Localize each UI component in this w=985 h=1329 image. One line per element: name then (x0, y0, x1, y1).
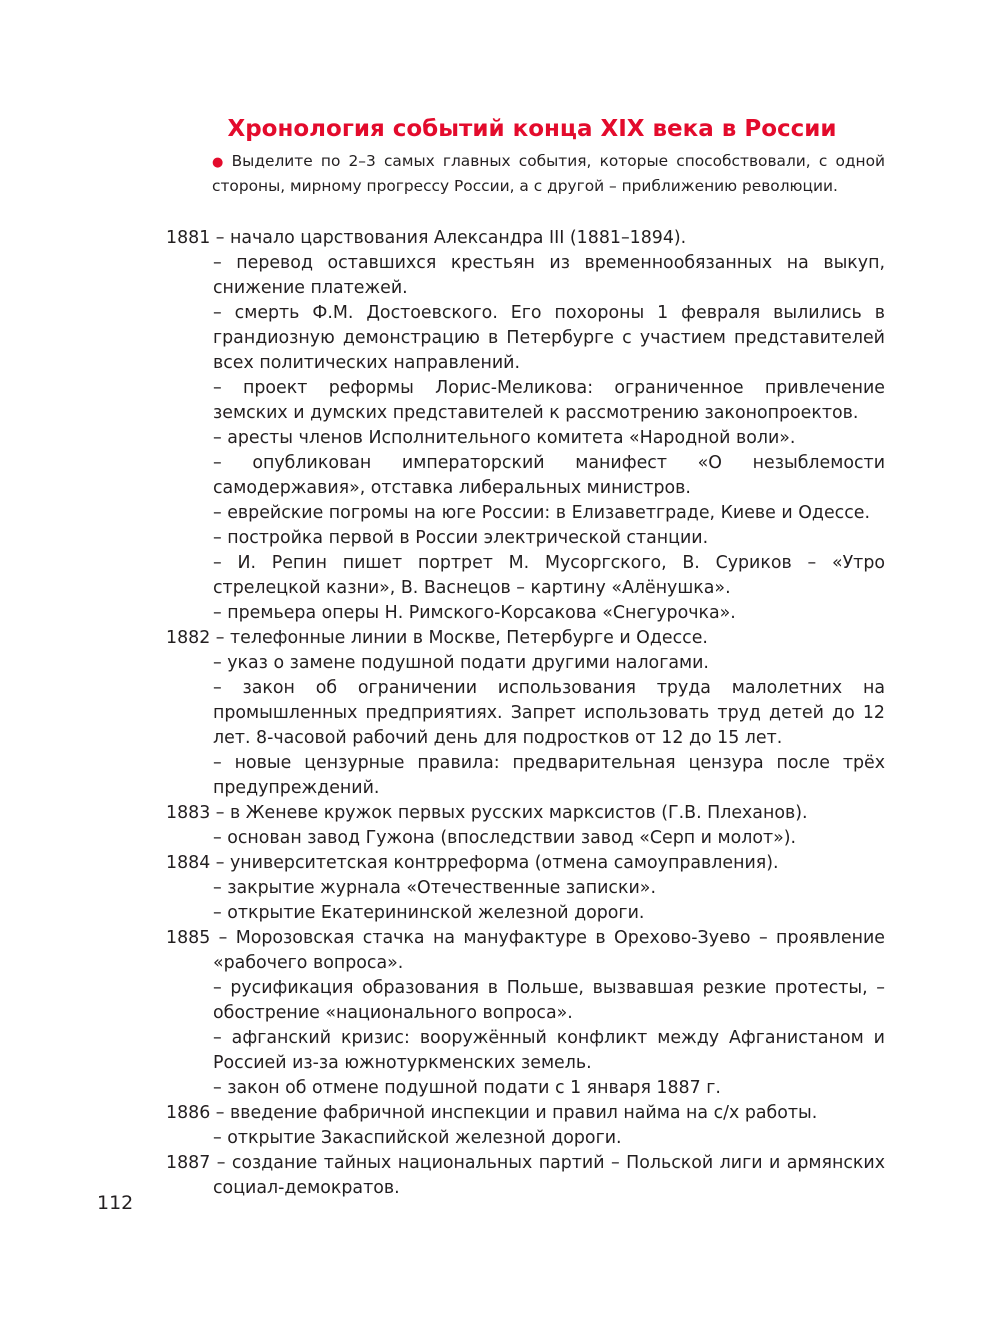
entry-event: – премьера оперы Н. Римского-Корсакова «Снегурочка». (213, 603, 736, 623)
entry-year-line: 1886 – введение фабричной инспекции и правил найма на с/х работы. (166, 1103, 818, 1123)
entry-event: – закон об ограничении использования труда малолетних на промышленных предприятиях. Запрет использовать труд детей до 12 лет. 8-часовой рабочий день для подростков от 12 до 15 лет. (213, 678, 885, 748)
entry-event: – проект реформы Лорис-Меликова: ограниченное привлечение земских и думских представителей к рассмотрению законопроектов. (213, 378, 885, 423)
chronology-entry (166, 226, 885, 626)
entry-event: – русификация образования в Польше, вызвавшая резкие протесты, – обострение «национального вопроса». (213, 978, 885, 1023)
entry-year-line: 1884 – университетская контрреформа (отмена самоуправления). (166, 853, 779, 873)
entry-year-line: 1885 – Морозовская стачка на мануфактуре в Орехово-Зуево – проявление «рабочего вопроса». (166, 928, 885, 973)
entry-event: – закон об отмене подушной подати с 1 января 1887 г. (213, 1078, 721, 1098)
page-title: Хронология событий конца XIX века в России (227, 116, 837, 142)
chronology-entry (166, 801, 885, 851)
task-text: Выделите по 2–3 самых главных события, которые способствовали, с одной стороны, мирному прогрессу России, а с другой – приближению революции. (212, 152, 886, 195)
chronology-entry (166, 1101, 885, 1151)
chronology-entry (166, 626, 885, 801)
page-number: 112 (97, 1192, 134, 1214)
entry-year-line: 1883 – в Женеве кружок первых русских марксистов (Г.В. Плеханов). (166, 803, 808, 823)
entry-event: – афганский кризис: вооружённый конфликт между Афганистаном и Россией из-за южнотуркменских земель. (213, 1028, 885, 1073)
entry-event: – еврейские погромы на юге России: в Елизаветграде, Киеве и Одессе. (213, 503, 871, 523)
bullet-icon: ● (212, 155, 227, 170)
entry-event: – закрытие журнала «Отечественные записки». (213, 878, 656, 898)
chronology-entry (166, 926, 885, 1101)
entry-event: – аресты членов Исполнительного комитета «Народной воли». (213, 428, 796, 448)
entry-year-line: 1887 – создание тайных национальных партий – Польской лиги и армянских социал-демократов. (166, 1153, 885, 1198)
entry-event: – новые цензурные правила: предварительная цензура после трёх предупреждений. (213, 753, 885, 798)
task-instruction (212, 150, 885, 198)
entry-event: – перевод оставшихся крестьян из временнообязанных на выкуп, снижение платежей. (213, 253, 885, 298)
entry-year-line: 1882 – телефонные линии в Москве, Петербурге и Одессе. (166, 628, 708, 648)
entry-year-line: 1881 – начало царствования Александра III (1881–1894). (166, 228, 687, 248)
entry-event: – постройка первой в России электрической станции. (213, 528, 709, 548)
entry-event: – открытие Закаспийской железной дороги. (213, 1128, 622, 1148)
entry-event: – открытие Екатерининской железной дороги. (213, 903, 645, 923)
chronology-entry (166, 851, 885, 926)
entry-event: – И. Репин пишет портрет М. Мусоргского, В. Суриков – «Утро стрелецкой казни», В. Васнецов – картину «Алёнушка». (213, 553, 885, 598)
chronology-list (166, 226, 885, 1201)
entry-event: – опубликован императорский манифест «О незыблемости самодержавия», отставка либеральных министров. (213, 453, 885, 498)
entry-event: – смерть Ф.М. Достоевского. Его похороны 1 февраля вылились в грандиозную демонстрацию в Петербурге с участием представителей всех политических направлений. (213, 303, 885, 373)
chronology-entry (166, 1151, 885, 1201)
entry-event: – указ о замене подушной подати другими налогами. (213, 653, 709, 673)
entry-event: – основан завод Гужона (впоследствии завод «Серп и молот»). (213, 828, 797, 848)
